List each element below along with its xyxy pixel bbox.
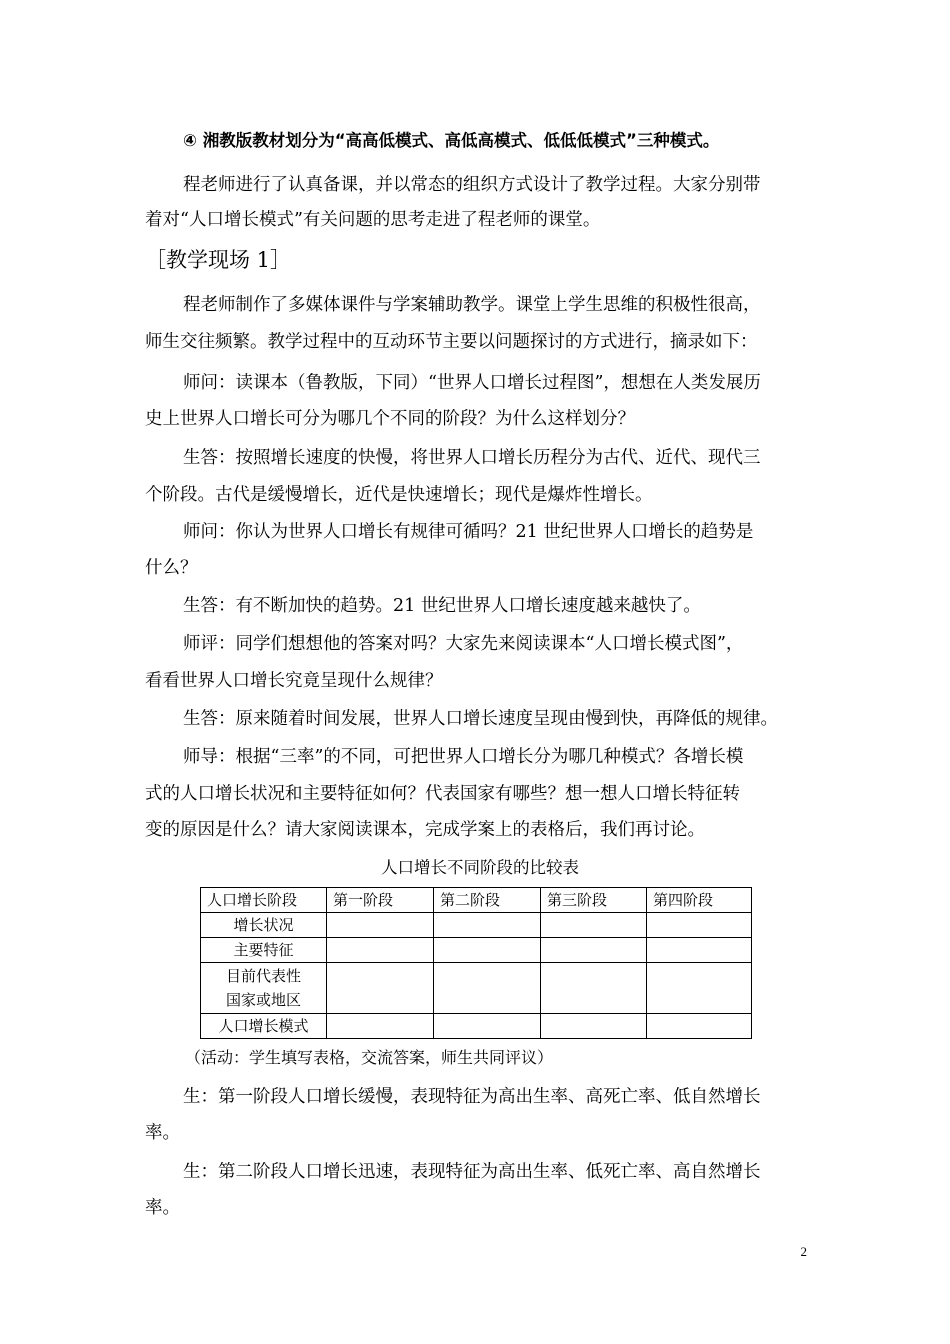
table-caption: 人口增长不同阶段的比较表: [381, 858, 579, 877]
row-label-line: 国家或地区: [225, 991, 301, 1009]
table-cell: [647, 963, 752, 1014]
table-cell: [434, 963, 541, 1014]
table-cell: [647, 938, 752, 963]
comment1-line-1: 师评：同学们想想他的答案对吗？大家先来阅读课本“人口增长模式图”，: [183, 634, 744, 654]
table-row: [201, 913, 752, 938]
table-cell: [434, 913, 541, 938]
table-row: [201, 963, 752, 1014]
table-header-cell: 第一阶段: [327, 888, 434, 913]
table-cell: [647, 1014, 752, 1039]
guide1-line-1: 师导：根据“三率”的不同，可把世界人口增长分为哪几种模式？各增长模: [183, 747, 744, 767]
table-cell: [541, 963, 647, 1014]
activity-note: （活动：学生填写表格，交流答案，师生共同评议）: [185, 1048, 554, 1067]
section-heading: ［教学现场 1］: [145, 248, 292, 272]
guide1-line-2: 式的人口增长状况和主要特征如何？代表国家有哪些？想一想人口增长特征转: [145, 784, 740, 804]
table-cell: [541, 1014, 647, 1039]
table-row: [201, 938, 752, 963]
answer1-line-2: 个阶段。古代是缓慢增长，近代是快速增长；现代是爆炸性增长。: [145, 485, 653, 505]
guide1-line-3: 变的原因是什么？请大家阅读课本，完成学案上的表格后，我们再讨论。: [145, 820, 705, 840]
table-cell: [541, 913, 647, 938]
question1-line-1: 师问：读课本（鲁教版，下同）“世界人口增长过程图”，想想在人类发展历: [183, 373, 761, 393]
table-header-cell: 人口增长阶段: [201, 888, 327, 913]
answer3: 生答：原来随着时间发展，世界人口增长速度呈现由慢到快，再降低的规律。: [183, 709, 778, 729]
para1-line-2: 师生交往频繁。教学过程中的互动环节主要以问题探讨的方式进行，摘录如下：: [145, 332, 758, 352]
row-label-growth-status: 增长状况: [201, 913, 327, 938]
question2-line-2: 什么？: [145, 558, 198, 578]
page-number: 2: [800, 1244, 807, 1259]
table-header-cell: 第二阶段: [434, 888, 541, 913]
answer2: 生答：有不断加快的趋势。21 世纪世界人口增长速度越来越快了。: [183, 596, 701, 616]
question1-line-2: 史上世界人口增长可分为哪几个不同的阶段？为什么这样划分？: [145, 409, 635, 429]
row-label-representative-regions: [201, 963, 327, 1014]
intro-line-2: 着对“人口增长模式”有关问题的思考走进了程老师的课堂。: [145, 210, 601, 230]
answer1-line-1: 生答：按照增长速度的快慢，将世界人口增长历程分为古代、近代、现代三: [183, 448, 761, 468]
comment1-line-2: 看看世界人口增长究竟呈现什么规律？: [145, 671, 443, 691]
table-cell: [327, 963, 434, 1014]
row-label-growth-model: 人口增长模式: [201, 1014, 327, 1039]
student1-line-2: 率。: [145, 1123, 180, 1143]
student1-line-1: 生：第一阶段人口增长缓慢，表现特征为高出生率、高死亡率、低自然增长: [183, 1087, 761, 1107]
point-4: ④ 湘教版教材划分为“高高低模式、高低高模式、低低低模式”三种模式。: [183, 131, 720, 150]
table-cell: [327, 938, 434, 963]
question2-line-1: 师问：你认为世界人口增长有规律可循吗？21 世纪世界人口增长的趋势是: [183, 522, 754, 542]
student2-line-2: 率。: [145, 1198, 180, 1218]
row-label-line: 目前代表性: [225, 967, 301, 985]
table-header-cell: 第三阶段: [541, 888, 647, 913]
stage-comparison-table: [200, 887, 752, 1039]
table-cell: [541, 938, 647, 963]
row-label-main-features: 主要特征: [201, 938, 327, 963]
table-cell: [327, 913, 434, 938]
table-header-row: [201, 888, 752, 913]
para1-line-1: 程老师制作了多媒体课件与学案辅助教学。课堂上学生思维的积极性很高，: [183, 295, 761, 315]
table-cell: [434, 1014, 541, 1039]
table-row: [201, 1014, 752, 1039]
student2-line-1: 生：第二阶段人口增长迅速，表现特征为高出生率、低死亡率、高自然增长: [183, 1162, 761, 1182]
table-cell: [434, 938, 541, 963]
table-cell: [327, 1014, 434, 1039]
table-cell: [647, 913, 752, 938]
table-header-cell: 第四阶段: [647, 888, 752, 913]
intro-line-1: 程老师进行了认真备课，并以常态的组织方式设计了教学过程。大家分别带: [183, 175, 761, 195]
